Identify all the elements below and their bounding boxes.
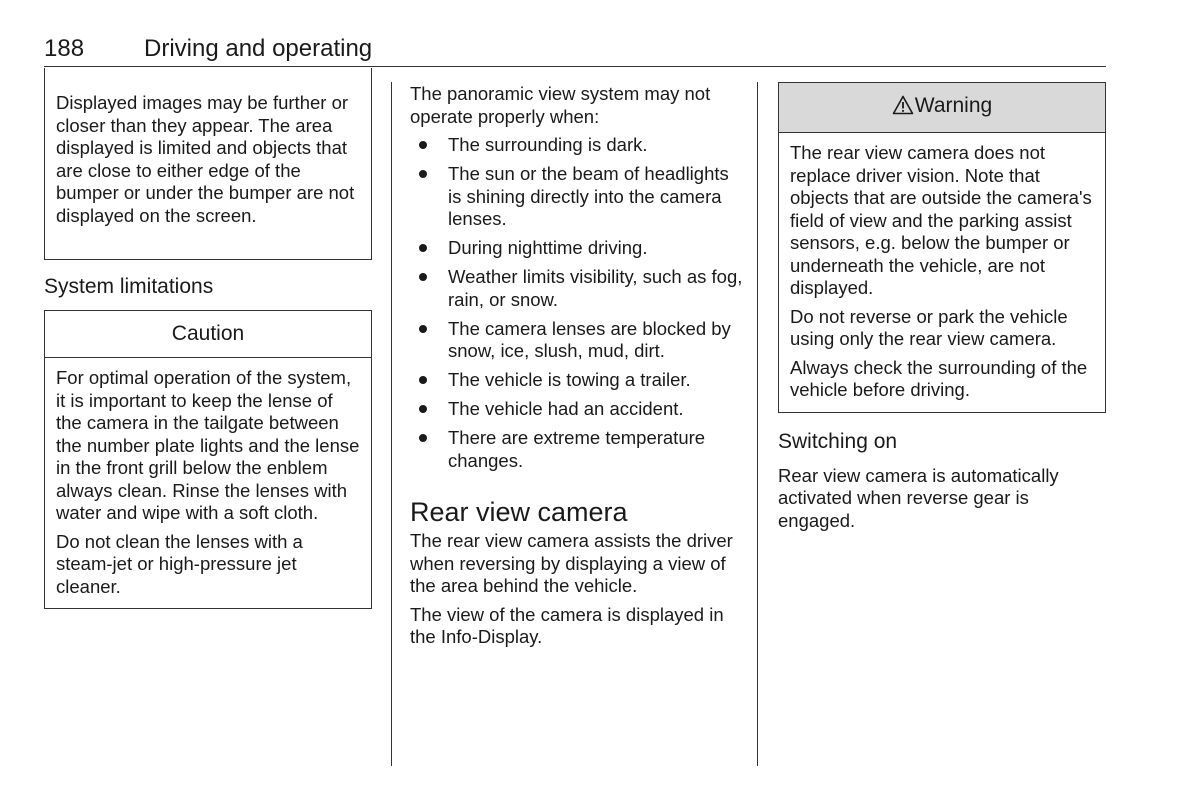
caution-title: Caution [45, 311, 371, 358]
list-item: The surrounding is dark. [410, 134, 746, 157]
list-item: The camera lenses are blocked by snow, ice, slush, mud, dirt. [410, 318, 746, 363]
warning-header [779, 83, 1105, 133]
rear-view-camera-heading: Rear view camera [410, 497, 628, 527]
warning-box [778, 82, 1106, 413]
caution-box [44, 310, 372, 609]
switching-on-paragraph: Rear view camera is automatically activated when reverse gear is engaged. [778, 464, 1059, 531]
bullet-icon [419, 170, 427, 178]
list-item: There are extreme temperature changes. [410, 427, 746, 472]
note-box [44, 68, 372, 260]
warning-triangle-icon [892, 86, 914, 132]
bullet-icon [419, 376, 427, 384]
list-item: The vehicle had an accident. [410, 398, 746, 421]
left-column [44, 68, 372, 609]
switching-on-heading: Switching on [778, 429, 898, 453]
bullet-icon [419, 325, 427, 333]
right-column [778, 82, 1106, 538]
column-divider-2 [757, 82, 758, 766]
limitations-list [410, 134, 746, 472]
bullet-icon [419, 434, 427, 442]
page-header [44, 34, 1106, 67]
list-item: During nighttime driving. [410, 237, 746, 260]
middle-column [410, 83, 746, 655]
intro-paragraph: The panoramic view system may not operate properly when: [410, 83, 711, 127]
body-paragraph: The view of the camera is displayed in the Info-Display. [410, 603, 724, 647]
warning-paragraph: The rear view camera does not replace driver vision. Note that objects that are outside the camera's field of view and the parking assist sensors, e.g. below the bumper or underneath the vehicle, are not displayed. [790, 142, 1092, 298]
warning-paragraph: Always check the surrounding of the vehicle before driving. [790, 356, 1088, 400]
caution-paragraph: For optimal operation of the system, it is important to keep the lense of the camera in the tailgate between the number plate lights and the lense in the front grill below the enblem always clean. Rinse the lenses with water and wipe with a soft cloth. [56, 367, 360, 523]
chapter-title: Driving and operating [144, 35, 373, 62]
column-divider-1 [391, 82, 392, 766]
system-limitations-heading: System limitations [44, 275, 214, 298]
list-item: The sun or the beam of headlights is shining directly into the camera lenses. [410, 163, 746, 231]
page-number: 188 [44, 35, 85, 62]
note-text: Displayed images may be further or closer than they appear. The area displayed is limited and objects that are close to either edge of the bumper or under the bumper are not displayed on the screen. [56, 92, 355, 226]
body-paragraph: The rear view camera assists the driver when reversing by displaying a view of the area behind the vehicle. [410, 530, 733, 596]
bullet-icon [419, 405, 427, 413]
warning-title: Warning [914, 94, 993, 117]
bullet-icon [419, 244, 427, 252]
bullet-icon [419, 141, 427, 149]
bullet-icon [419, 273, 427, 281]
warning-paragraph: Do not reverse or park the vehicle using only the rear view camera. [790, 305, 1068, 349]
caution-paragraph: Do not clean the lenses with a steam-jet or high-pressure jet cleaner. [56, 530, 303, 597]
list-item: The vehicle is towing a trailer. [410, 369, 746, 392]
list-item: Weather limits visibility, such as fog, rain, or snow. [410, 266, 746, 311]
